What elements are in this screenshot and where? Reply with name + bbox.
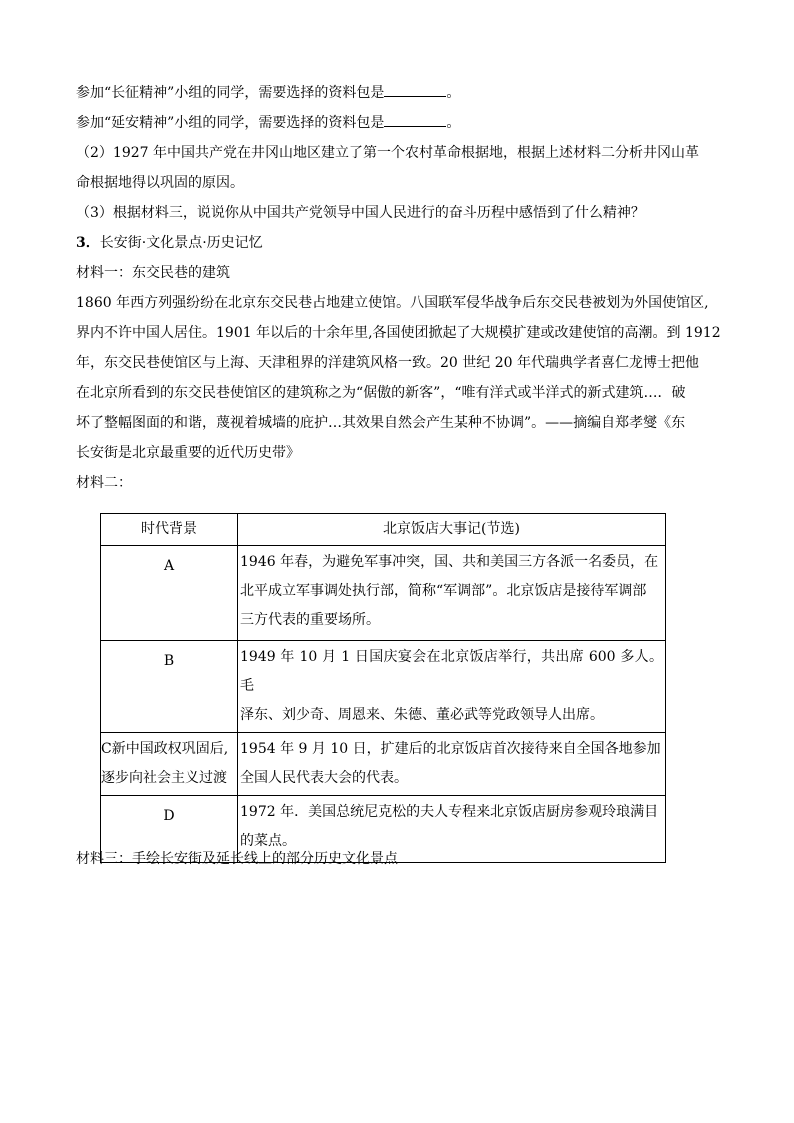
era-cell (101, 733, 238, 796)
table-header-row (101, 514, 666, 546)
question-2-continued: 命根据地得以巩固的原因。 (76, 175, 244, 191)
material-1-line: 1860 年西方列强纷纷在北京东交民巷占地建立使馆。八国联军侵华战争后东交民巷被划为外国使馆区, (76, 295, 709, 311)
event-line: 北平成立军事调处执行部，简称“军调部”。北京饭店是接待军调部 (240, 583, 647, 599)
question-3: （3）根据材料三，说说你从中国共产党领导中国人民进行的奋斗历程中感悟到了什么精神？ (76, 205, 645, 221)
event-cell (238, 641, 666, 733)
question-2: （2）1927 年中国共产党在井冈山地区建立了第一个农村革命根据地，根据上述材料二分析井冈山革 (76, 145, 699, 161)
table-row (101, 733, 666, 796)
material-1-label: 材料一：东交民巷的建筑 (76, 265, 230, 281)
event-line: 三方代表的重要场所。 (240, 612, 380, 628)
yanan-prompt: 参加“延安精神”小组的同学，需要选择的资料包是 (76, 115, 385, 131)
event-cell (238, 546, 666, 641)
material-1-line: 界内不许中国人居住。1901 年以后的十余年里,各国使团掀起了大规模扩建或改建使馆的高潮。到 1912 (76, 325, 721, 341)
material-1-line: 坏了整幅图面的和谐，蔑视着城墙的庇护…其效果自然会产生某种不协调”。——摘编自郑孝燮《东 (76, 415, 686, 431)
end-mark: 。 (446, 85, 461, 101)
column-header-era: 时代背景 (101, 514, 238, 546)
section-number: 3． (76, 235, 100, 251)
event-line: 泽东、刘少奇、周恩来、朱德、董必武等党政领导人出席。 (240, 707, 604, 723)
section-title: 长安街·文化景点·历史记忆 (99, 235, 263, 251)
event-line: 1946 年春，为避免军事冲突，国、共和美国三方各派一名委员，在 (240, 554, 659, 570)
section-3-heading (76, 228, 722, 258)
era-line: C新中国政权巩固后, (101, 741, 229, 757)
event-line: 全国人民代表大会的代表。 (240, 770, 408, 786)
event-line: 1949 年 10 月 1 日国庆宴会在北京饭店举行，共出席 600 多人。毛 (240, 649, 663, 694)
changzheng-line (76, 78, 722, 108)
event-line: 1954 年 9 月 10 日，扩建后的北京饭店首次接待来自全国各地参加 (240, 741, 661, 757)
document-body (76, 78, 722, 498)
yanan-blank[interactable] (384, 110, 446, 127)
event-line: 的菜点。 (240, 833, 296, 849)
era-cell: A (101, 546, 238, 641)
era-cell: D (101, 796, 238, 863)
material-1-line: 年，东交民巷使馆区与上海、天津租界的洋建筑风格一致。20 世纪 20 年代瑞典学者喜仁龙博士把他 (76, 355, 699, 371)
material-2-label: 材料二： (76, 475, 132, 491)
changzheng-prompt: 参加“长征精神”小组的同学，需要选择的资料包是 (76, 85, 385, 101)
beijing-hotel-events-table (100, 513, 666, 863)
event-cell (238, 733, 666, 796)
era-cell: B (101, 641, 238, 733)
changzheng-blank[interactable] (384, 80, 446, 97)
yanan-line (76, 108, 722, 138)
table-row (101, 546, 666, 641)
column-header-events: 北京饭店大事记(节选) (238, 514, 666, 546)
event-line: 1972 年．美国总统尼克松的夫人专程来北京饭店厨房参观玲琅满目 (240, 804, 659, 820)
era-line: 逐步向社会主义过渡 (101, 770, 227, 786)
material-1-line: 在北京所看到的东交民巷使馆区的建筑称之为“倨傲的新客”，“唯有洋式或半洋式的新式建筑…．破 (76, 385, 686, 401)
material-1-line: 长安街是北京最重要的近代历史带》 (76, 445, 300, 461)
material-3-label: 材料三：手绘长安街及延长线上的部分历史文化景点 (76, 851, 398, 867)
table-row (101, 641, 666, 733)
end-mark: 。 (446, 115, 461, 131)
